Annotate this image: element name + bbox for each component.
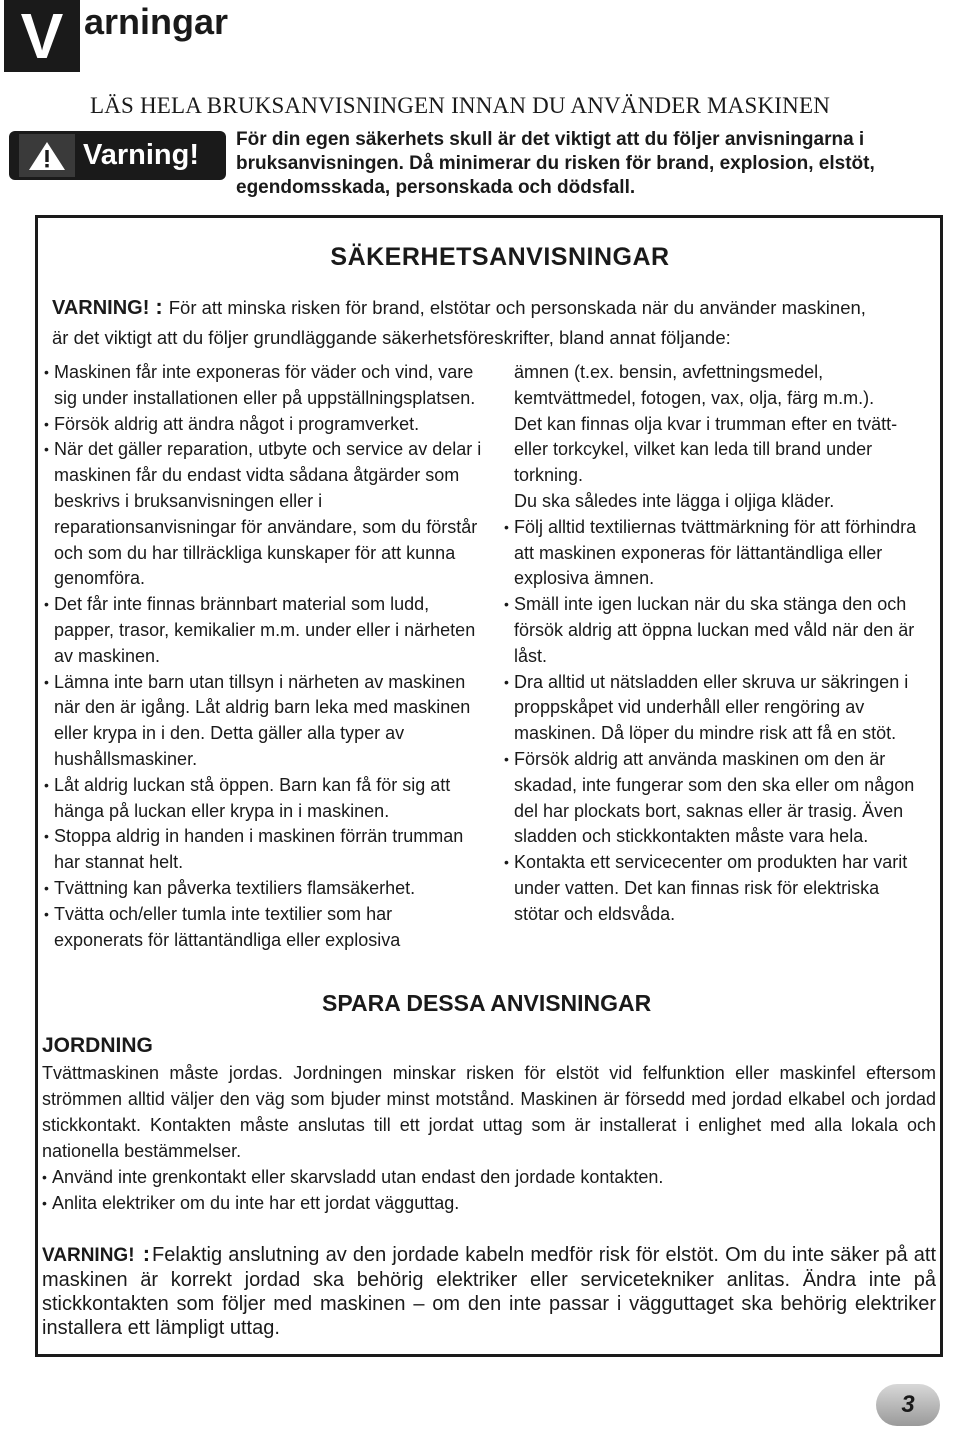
- continuation-text: Du ska således inte lägga i oljiga kläder.: [514, 490, 835, 511]
- final-warning-label: VARNING!: [42, 1245, 135, 1266]
- bullet-icon: •: [44, 596, 49, 613]
- grounding-text: Tvättmaskinen måste jordas. Jordningen minskar risken för elstöt vid felfunktion eller maskinfel eftersom strömmen alltid väljer den väg som bjuder minst motstånd. Maskinen är försedd med jordad elkabel och jordad stickkontakt. Kontakten måste anslutas till ett jordat uttag som är installerat i enlighet med alla lokala och nationella bestämmelser.: [42, 1063, 936, 1161]
- final-colon: :: [142, 1241, 151, 1266]
- list-item: • När det gäller reparation, utbyte och service av delar i maskinen får du endast vidta sådana åtgärder som beskrivs i bruksanvisningen eller i reparationsanvisningar för användare, som du förstår och som du har tillräckliga kunskaper för att kunna genomföra.: [44, 439, 482, 589]
- bullet-icon: •: [44, 364, 49, 380]
- list-item: • Dra alltid ut nätsladden eller skruva ur säkringen i proppskåpet vid underhåll eller rengöring av maskinen. Då löper du mindre risk att få en stöt.: [504, 671, 909, 744]
- list-item: • Tvättning kan påverka textiliers flamsäkerhet.: [44, 876, 484, 902]
- bullet-icon: •: [44, 441, 49, 458]
- list-item: • Lämna inte barn utan tillsyn i närheten av maskinen när den är igång. Låt aldrig barn leka med maskinen eller krypa in i den. Detta gäller alla typer av hushållsmaskiner.: [44, 671, 471, 769]
- bullet-icon: •: [44, 776, 49, 793]
- bullet-icon: •: [42, 1169, 47, 1185]
- lead-paragraph: [52, 292, 940, 353]
- list-item: • Följ alltid textiliernas tvättmärkning för att förhindra att maskinen exponeras för lättantändliga eller explosiva ämnen.: [504, 516, 917, 589]
- list-item: • Det får inte finnas brännbart material som ludd, papper, trasor, kemikalier m.m. under eller i närheten av maskinen.: [44, 594, 476, 666]
- bullet-icon: •: [44, 905, 49, 922]
- bullet-icon: •: [44, 415, 49, 432]
- right-column: [504, 360, 924, 928]
- warning-badge: [9, 131, 226, 180]
- bullet-icon: •: [504, 750, 509, 767]
- list-item: • Använd inte grenkontakt eller skarvsladd utan endast den jordade kontakten.: [42, 1164, 936, 1190]
- save-instructions-title: SPARA DESSA ANVISNINGAR: [322, 990, 652, 1016]
- bullet-icon: •: [44, 879, 49, 896]
- lead-colon: :: [155, 294, 163, 319]
- bullet-icon: •: [504, 596, 509, 613]
- list-item: • Försök aldrig att använda maskinen om den är skadad, inte fungerar som den ska eller om någon del har plockats bort, saknas eller är trasig. Även sladden och stickkontakten måste vara hela.: [504, 748, 915, 847]
- intro-text: För din egen säkerhets skull är det viktigt att du följer anvisningarna i bruksanvisningen. Då minimerar du risken för brand, explosion, elstöt, egendomsskada, personskada och dödsfall.: [236, 129, 875, 198]
- bullet-icon: •: [44, 673, 49, 690]
- warning-icon-box: [19, 134, 75, 177]
- list-item: • Kontakta ett servicecenter om produkten har varit under vatten. Det kan finnas risk för elektriska stötar och eldsvåda.: [504, 852, 908, 924]
- continuation-text: ämnen (t.ex. bensin, avfettningsmedel, kemtvättmedel, fotogen, vax, olja, färg m.m.).: [514, 362, 875, 408]
- warning-badge-label: Varning!: [83, 139, 200, 171]
- grounding-list: [42, 1164, 936, 1216]
- bullet-icon: •: [504, 518, 509, 535]
- final-warning: [42, 1242, 936, 1340]
- lead-warning-label: VARNING!: [52, 297, 150, 319]
- list-item: • Stoppa aldrig in handen i maskinen förrän trumman har stannat helt.: [44, 826, 464, 873]
- warning-triangle-icon: [27, 140, 67, 172]
- final-warning-text: Felaktig anslutning av den jordade kabeln medför risk för elstöt. Om du inte säker på att maskinen är korrekt jordad ska behörig elektriker eller servicetekniker anlitas. Ändra inte på stickkontakten som följer med maskinen – om den inte passar i vägguttaget ska behörig elektriker installera ett lämpligt uttag.: [42, 1244, 936, 1339]
- list-item: • Försök aldrig att ändra något i programverket.: [44, 412, 484, 438]
- read-manual-heading: LÄS HELA BRUKSANVISNINGEN INNAN DU ANVÄNDER MASKINEN: [90, 93, 831, 118]
- page-title: arningar: [84, 1, 229, 42]
- bullet-icon: •: [504, 854, 509, 871]
- list-item: • Maskinen får inte exponeras för väder och vind, vare sig under installationen eller på uppställningsplatsen.: [44, 362, 476, 408]
- list-item: • Anlita elektriker om du inte har ett jordat vägguttag.: [42, 1190, 936, 1216]
- list-item: • Tvätta och/eller tumla inte textilier som har exponerats för lättantändliga eller explosiva: [44, 903, 401, 950]
- bullet-icon: •: [42, 1195, 47, 1211]
- safety-title: SÄKERHETSANVISNINGAR: [330, 243, 670, 271]
- page-number: 3: [876, 1384, 940, 1426]
- bullet-icon: •: [44, 828, 49, 845]
- lead-line-2: är det viktigt att du följer grundläggande säkerhetsföreskrifter, bland annat följande:: [52, 327, 731, 348]
- list-item: • Smäll inte igen luckan när du ska stänga den och försök aldrig att öppna luckan med våld när den är låst.: [504, 594, 915, 666]
- lead-line-1: För att minska risken för brand, elstötar och personskada när du använder maskinen,: [168, 297, 866, 318]
- right-list: [504, 515, 924, 928]
- grounding-title: JORDNING: [42, 1034, 153, 1057]
- list-item: • Låt aldrig luckan stå öppen. Barn kan få för sig att hänga på luckan eller krypa in i maskinen.: [44, 774, 451, 821]
- left-list: [44, 360, 484, 953]
- left-column: [44, 360, 484, 953]
- bullet-icon: •: [504, 673, 509, 690]
- title-initial: V: [4, 0, 80, 72]
- continuation-text: Det kan finnas olja kvar i trumman efter en tvätt- eller torkcykel, vilket kan leda till brand under torkning.: [514, 413, 898, 486]
